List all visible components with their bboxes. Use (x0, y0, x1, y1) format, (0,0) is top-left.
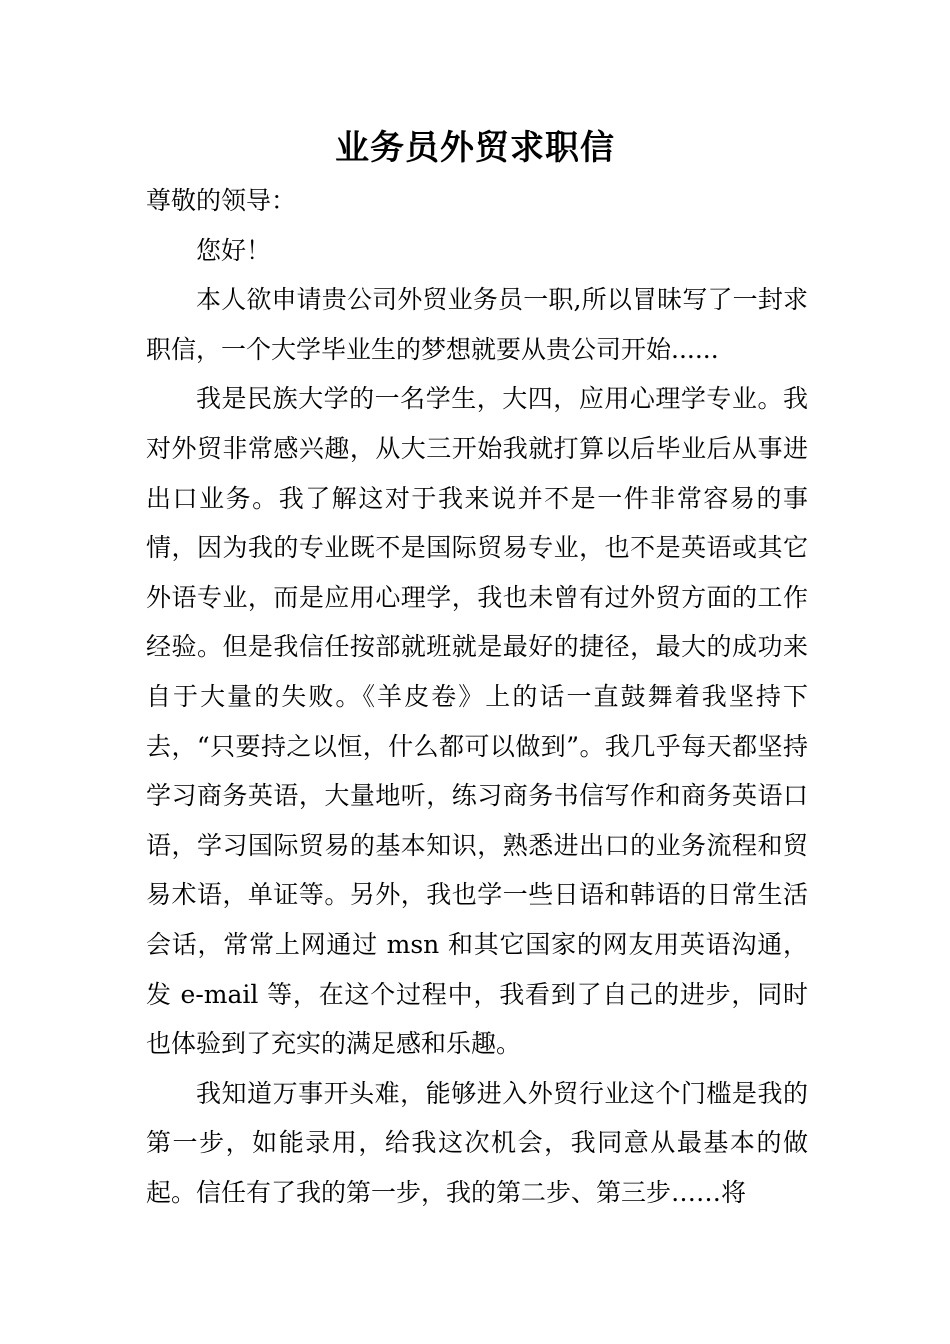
letter-body (146, 176, 808, 1217)
greeting-paragraph: 您好！ (196, 235, 272, 265)
closing-paragraph: 我知道万事开头难，能够进入外贸行业这个门槛是我的第一步，如能录用，给我这次机会，我同意从最基本的做起。信任有了我的第一步，我的第二步、第三步……将 (146, 1078, 808, 1207)
background-paragraph: 我是民族大学的一名学生，大四，应用心理学专业。我对外贸非常感兴趣，从大三开始我就打算以后毕业后从事进出口业务。我了解这对于我来说并不是一件非常容易的事情，因为我的专业既不是国际贸易专业，也不是英语或其它外语专业，而是应用心理学，我也未曾有过外贸方面的工作经验。但是我信任按部就班就是最好的捷径，最大的成功来自于大量的失败。《羊皮卷》上的话一直鼓舞着我坚持下去，“只要持之以恒，什么都可以做到”。我几乎每天都坚持学习商务英语，大量地听，练习商务书信写作和商务英语口语，学习国际贸易的基本知识，熟悉进出口的业务流程和贸易术语，单证等。另外，我也学一些日语和韩语的日常生活会话，常常上网通过 msn 和其它国家的网友用英语沟通，发 e-mail 等，在这个过程中，我看到了自己的进步，同时也体验到了充实的满足感和乐趣。 (146, 384, 808, 1059)
salutation: 尊敬的领导： (146, 186, 297, 215)
document-title: 业务员外贸求职信 (335, 128, 615, 168)
intro-paragraph: 本人欲申请贵公司外贸业务员一职,所以冒昧写了一封求职信，一个大学毕业生的梦想就要从贵公司开始...... (146, 285, 808, 364)
